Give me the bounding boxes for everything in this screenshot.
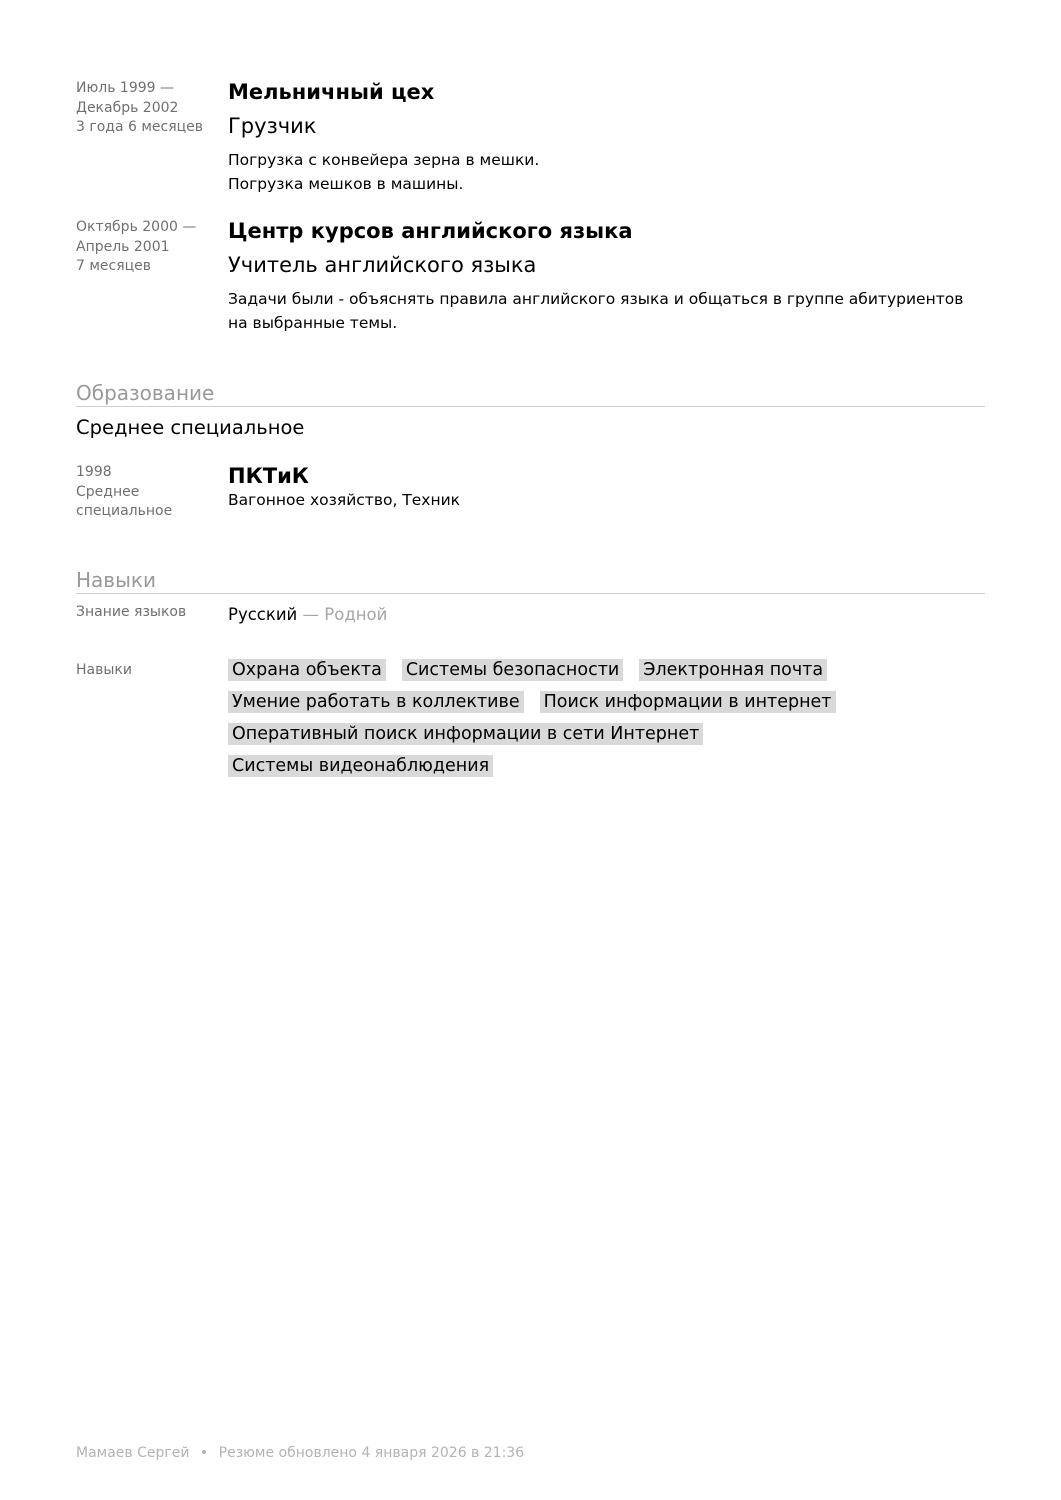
job-description (228, 288, 985, 335)
skill-tag: Охрана объекта (228, 659, 386, 681)
skills-tags (228, 659, 985, 787)
experience-period (76, 218, 216, 277)
skills-label: Навыки (76, 662, 132, 678)
skills-section-title: Навыки (76, 567, 985, 594)
language-item (228, 604, 387, 626)
tag-row (228, 659, 985, 691)
period-end: Апрель 2001 (76, 238, 170, 255)
period-duration: 7 месяцев (76, 258, 152, 274)
education-specialty: Вагонное хозяйство, Техник (228, 491, 461, 509)
footer-updated: Резюме обновлено 4 января 2026 в 21:36 (218, 1445, 525, 1461)
job-position: Учитель английского языка (228, 253, 537, 277)
tag-row (228, 691, 985, 723)
education-level: Среднее специальное (76, 416, 305, 439)
education-year: 1998 (76, 464, 112, 480)
skill-tag: Оперативный поиск информации в сети Интернет (228, 723, 703, 745)
skill-tag: Системы видеонаблюдения (228, 755, 493, 777)
page-footer (76, 1443, 524, 1463)
description-line: Задачи были - объяснять правила английского языка и общаться в группе абитуриентов на выбранные темы. (228, 290, 964, 332)
experience-period (76, 79, 216, 138)
education-meta (76, 463, 216, 522)
job-description (228, 149, 985, 196)
education-section-title: Образование (76, 380, 985, 407)
language-level: — Родной (302, 605, 388, 624)
institution-name: ПКТиК (228, 464, 309, 488)
footer-name: Мамаев Сергей (76, 1445, 190, 1461)
period-start: Июль 1999 — (76, 80, 174, 96)
education-content (228, 463, 985, 511)
tag-row (228, 723, 985, 755)
languages-label: Знание языков (76, 604, 187, 620)
footer-separator: • (199, 1445, 209, 1461)
period-start: Октябрь 2000 — (76, 219, 197, 235)
job-position: Грузчик (228, 114, 317, 138)
period-end: Декабрь 2002 (76, 99, 179, 116)
description-line: Погрузка с конвейера зерна в мешки. (228, 151, 540, 169)
experience-content (228, 79, 985, 196)
experience-content (228, 218, 985, 335)
education-level-line: специальное (76, 503, 173, 519)
company-name: Центр курсов английского языка (228, 219, 633, 243)
skill-tag: Электронная почта (639, 659, 827, 681)
skill-tag: Умение работать в коллективе (228, 691, 524, 713)
skill-tag: Системы безопасности (402, 659, 623, 681)
skill-tag: Поиск информации в интернет (540, 691, 836, 713)
tag-row (228, 755, 985, 787)
description-line: Погрузка мешков в машины. (228, 174, 464, 193)
education-level-line: Среднее (76, 483, 140, 500)
language-name: Русский (228, 605, 298, 624)
company-name: Мельничный цех (228, 80, 435, 104)
period-duration: 3 года 6 месяцев (76, 119, 204, 135)
